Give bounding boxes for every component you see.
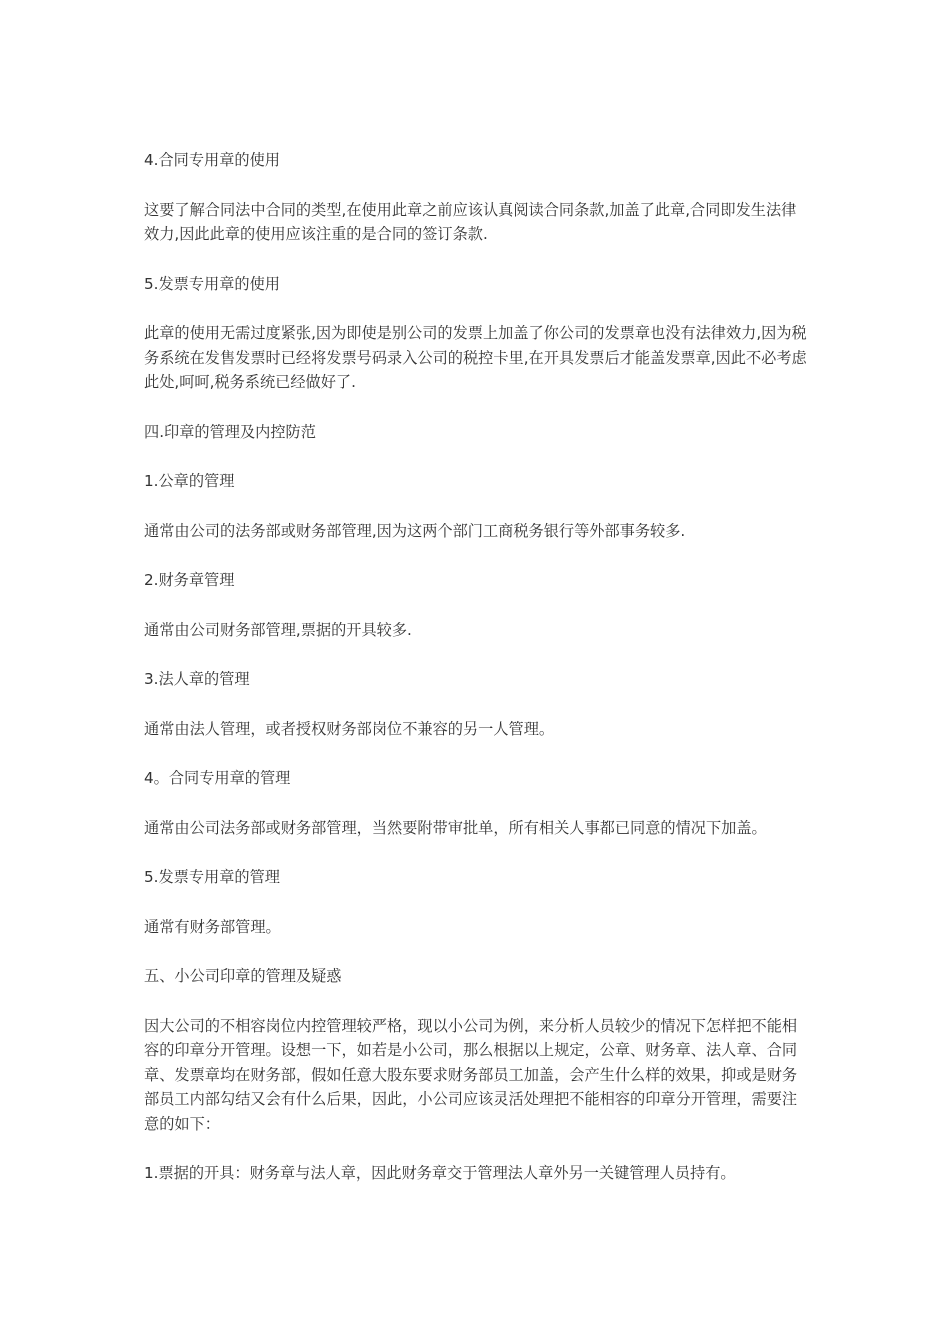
heading-invoice-seal-usage: 5.发票专用章的使用 [144, 274, 280, 293]
paragraph-small-company: 因大公司的不相容岗位内控管理较严格，现以小公司为例，来分析人员较少的情况下怎样把不能相容的印章分开管理。设想一下，如若是小公司，那么根据以上规定，公章、财务章、法人章、合同章、发票章均在财务部，假如任意大股东要求财务部员工加盖，会产生什么样的效果，抑或是财务部员工内部勾结又会有什么后果，因此，小公司应该灵活处理把不能相容的印章分开管理，需要注意的如下： [144, 1016, 798, 1133]
paragraph-legal-rep-seal-management: 通常由法人管理，或者授权财务部岗位不兼容的另一人管理。 [144, 719, 555, 738]
paragraph-invoice-issuing: 1.票据的开具：财务章与法人章，因此财务章交于管理法人章外另一关键管理人员持有。 [144, 1164, 736, 1182]
heading-invoice-seal-management: 5.发票专用章的管理 [144, 868, 280, 886]
heading-official-seal-management: 1.公章的管理 [144, 472, 235, 490]
paragraph-official-seal-management: 通常由公司的法务部或财务部管理,因为这两个部门工商税务银行等外部事务较多. [144, 521, 686, 540]
paragraph-invoice-seal-management: 通常有财务部管理。 [144, 917, 281, 936]
paragraph-invoice-seal-usage: 此章的使用无需过度紧张,因为即使是别公司的发票上加盖了你公司的发票章也没有法律效力,因为税务系统在发售发票时已经将发票号码录入公司的税控卡里,在开具发票后才能盖发票章,因此不必考虑此处,呵呵,税务系统已经做好了. [144, 324, 807, 391]
paragraph-contract-seal-usage: 这要了解合同法中合同的类型,在使用此章之前应该认真阅读合同条款,加盖了此章,合同即发生法律效力,因此此章的使用应该注重的是合同的签订条款. [144, 200, 797, 243]
heading-contract-seal-usage: 4.合同专用章的使用 [144, 151, 280, 169]
heading-finance-seal-management: 2.财务章管理 [144, 571, 235, 589]
document-body [144, 148, 808, 1211]
heading-legal-rep-seal-management: 3.法人章的管理 [144, 670, 250, 688]
section-heading-small-company: 五、小公司印章的管理及疑惑 [144, 967, 342, 985]
paragraph-finance-seal-management: 通常由公司财务部管理,票据的开具较多. [144, 620, 412, 639]
heading-contract-seal-management: 4。合同专用章的管理 [144, 769, 291, 787]
section-heading-seal-management: 四.印章的管理及内控防范 [144, 422, 316, 441]
paragraph-contract-seal-management: 通常由公司法务部或财务部管理，当然要附带审批单，所有相关人事都已同意的情况下加盖。 [144, 818, 767, 837]
